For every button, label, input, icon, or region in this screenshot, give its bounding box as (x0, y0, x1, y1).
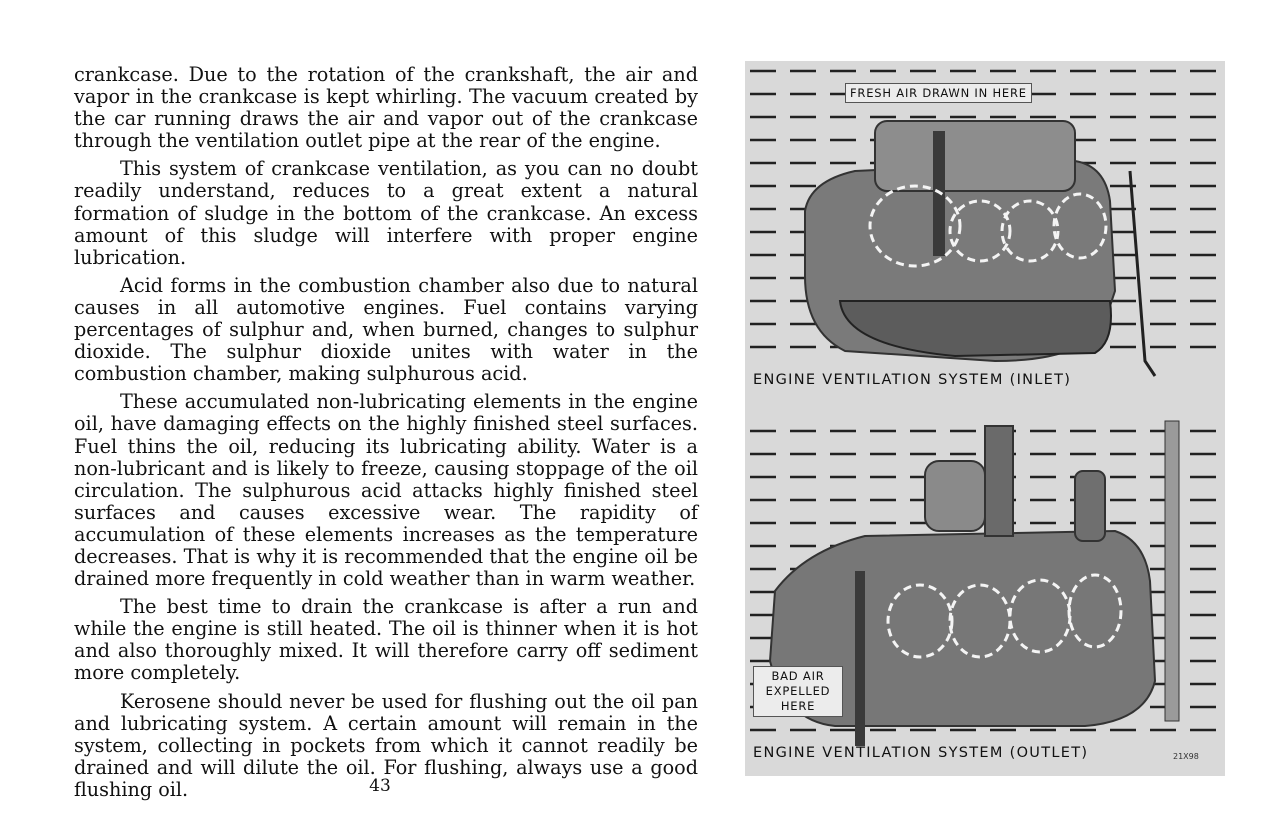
inlet-engine (805, 121, 1155, 376)
bad-air-label-line-2: EXPELLED (765, 684, 831, 698)
body-text (74, 64, 698, 807)
outlet-caption: ENGINE VENTILATION SYSTEM (OUTLET) (753, 745, 1089, 761)
paragraph-3: Acid forms in the combustion chamber also due to natural causes in all automotive engines. Fuel contains varying percentages of sulphur and, when burned, changes to sulphur dioxide. The sulphur dioxide unites with water in the combustion chamber, making sulphurous acid. (74, 273, 698, 386)
fresh-air-label: FRESH AIR DRAWN IN HERE (845, 83, 1032, 103)
paragraph-4: These accumulated non-lubricating elements in the engine oil, have damaging effects on the highly finished steel surfaces. Fuel thins the oil, reducing its lubricating ability. Water is a non-lubricant and is likely to freeze, causing stoppage of the oil circulation. The sulphurous acid attacks highly finished steel surfaces and causes excessive wear. The rapidity of accumulation of these elements increases as the temperature decreases. That is why it is recommended that the engine oil be drained more frequently in cold weather than in warm weather. (74, 390, 698, 591)
bad-air-label-line-1: BAD AIR (771, 669, 825, 683)
paragraph-5: The best time to drain the crankcase is after a run and while the engine is still heated. The oil is thinner when it is hot and also thoroughly mixed. It will therefore carry off sediment more completely. (74, 595, 698, 685)
bad-air-label (753, 666, 843, 717)
page-number: 43 (369, 776, 391, 796)
paragraph-1: crankcase. Due to the rotation of the crankshaft, the air and vapor in the crankcase is kept whirling. The vacuum created by the car running draws the air and vapor out of the crankcase through the ventilation outlet pipe at the rear of the engine. (74, 63, 698, 153)
paragraph-6: Kerosene should never be used for flushing out the oil pan and lubricating system. A certain amount will remain in the system, collecting in pockets from which it cannot readily be drained and will dilute the oil. For flushing, always use a good flushing oil. (74, 689, 698, 801)
figure-stamp: 21X98 (1173, 752, 1199, 761)
engine-ventilation-figure (745, 61, 1225, 776)
inlet-caption: ENGINE VENTILATION SYSTEM (INLET) (753, 372, 1072, 388)
paragraph-2: This system of crankcase ventilation, as you can no doubt readily understand, reduces to a great extent a natural formation of sludge in the bottom of the crankcase. An excess amount of this sludge will interfere with proper engine lubrication. (74, 157, 698, 269)
bad-air-label-line-3: HERE (780, 699, 816, 713)
